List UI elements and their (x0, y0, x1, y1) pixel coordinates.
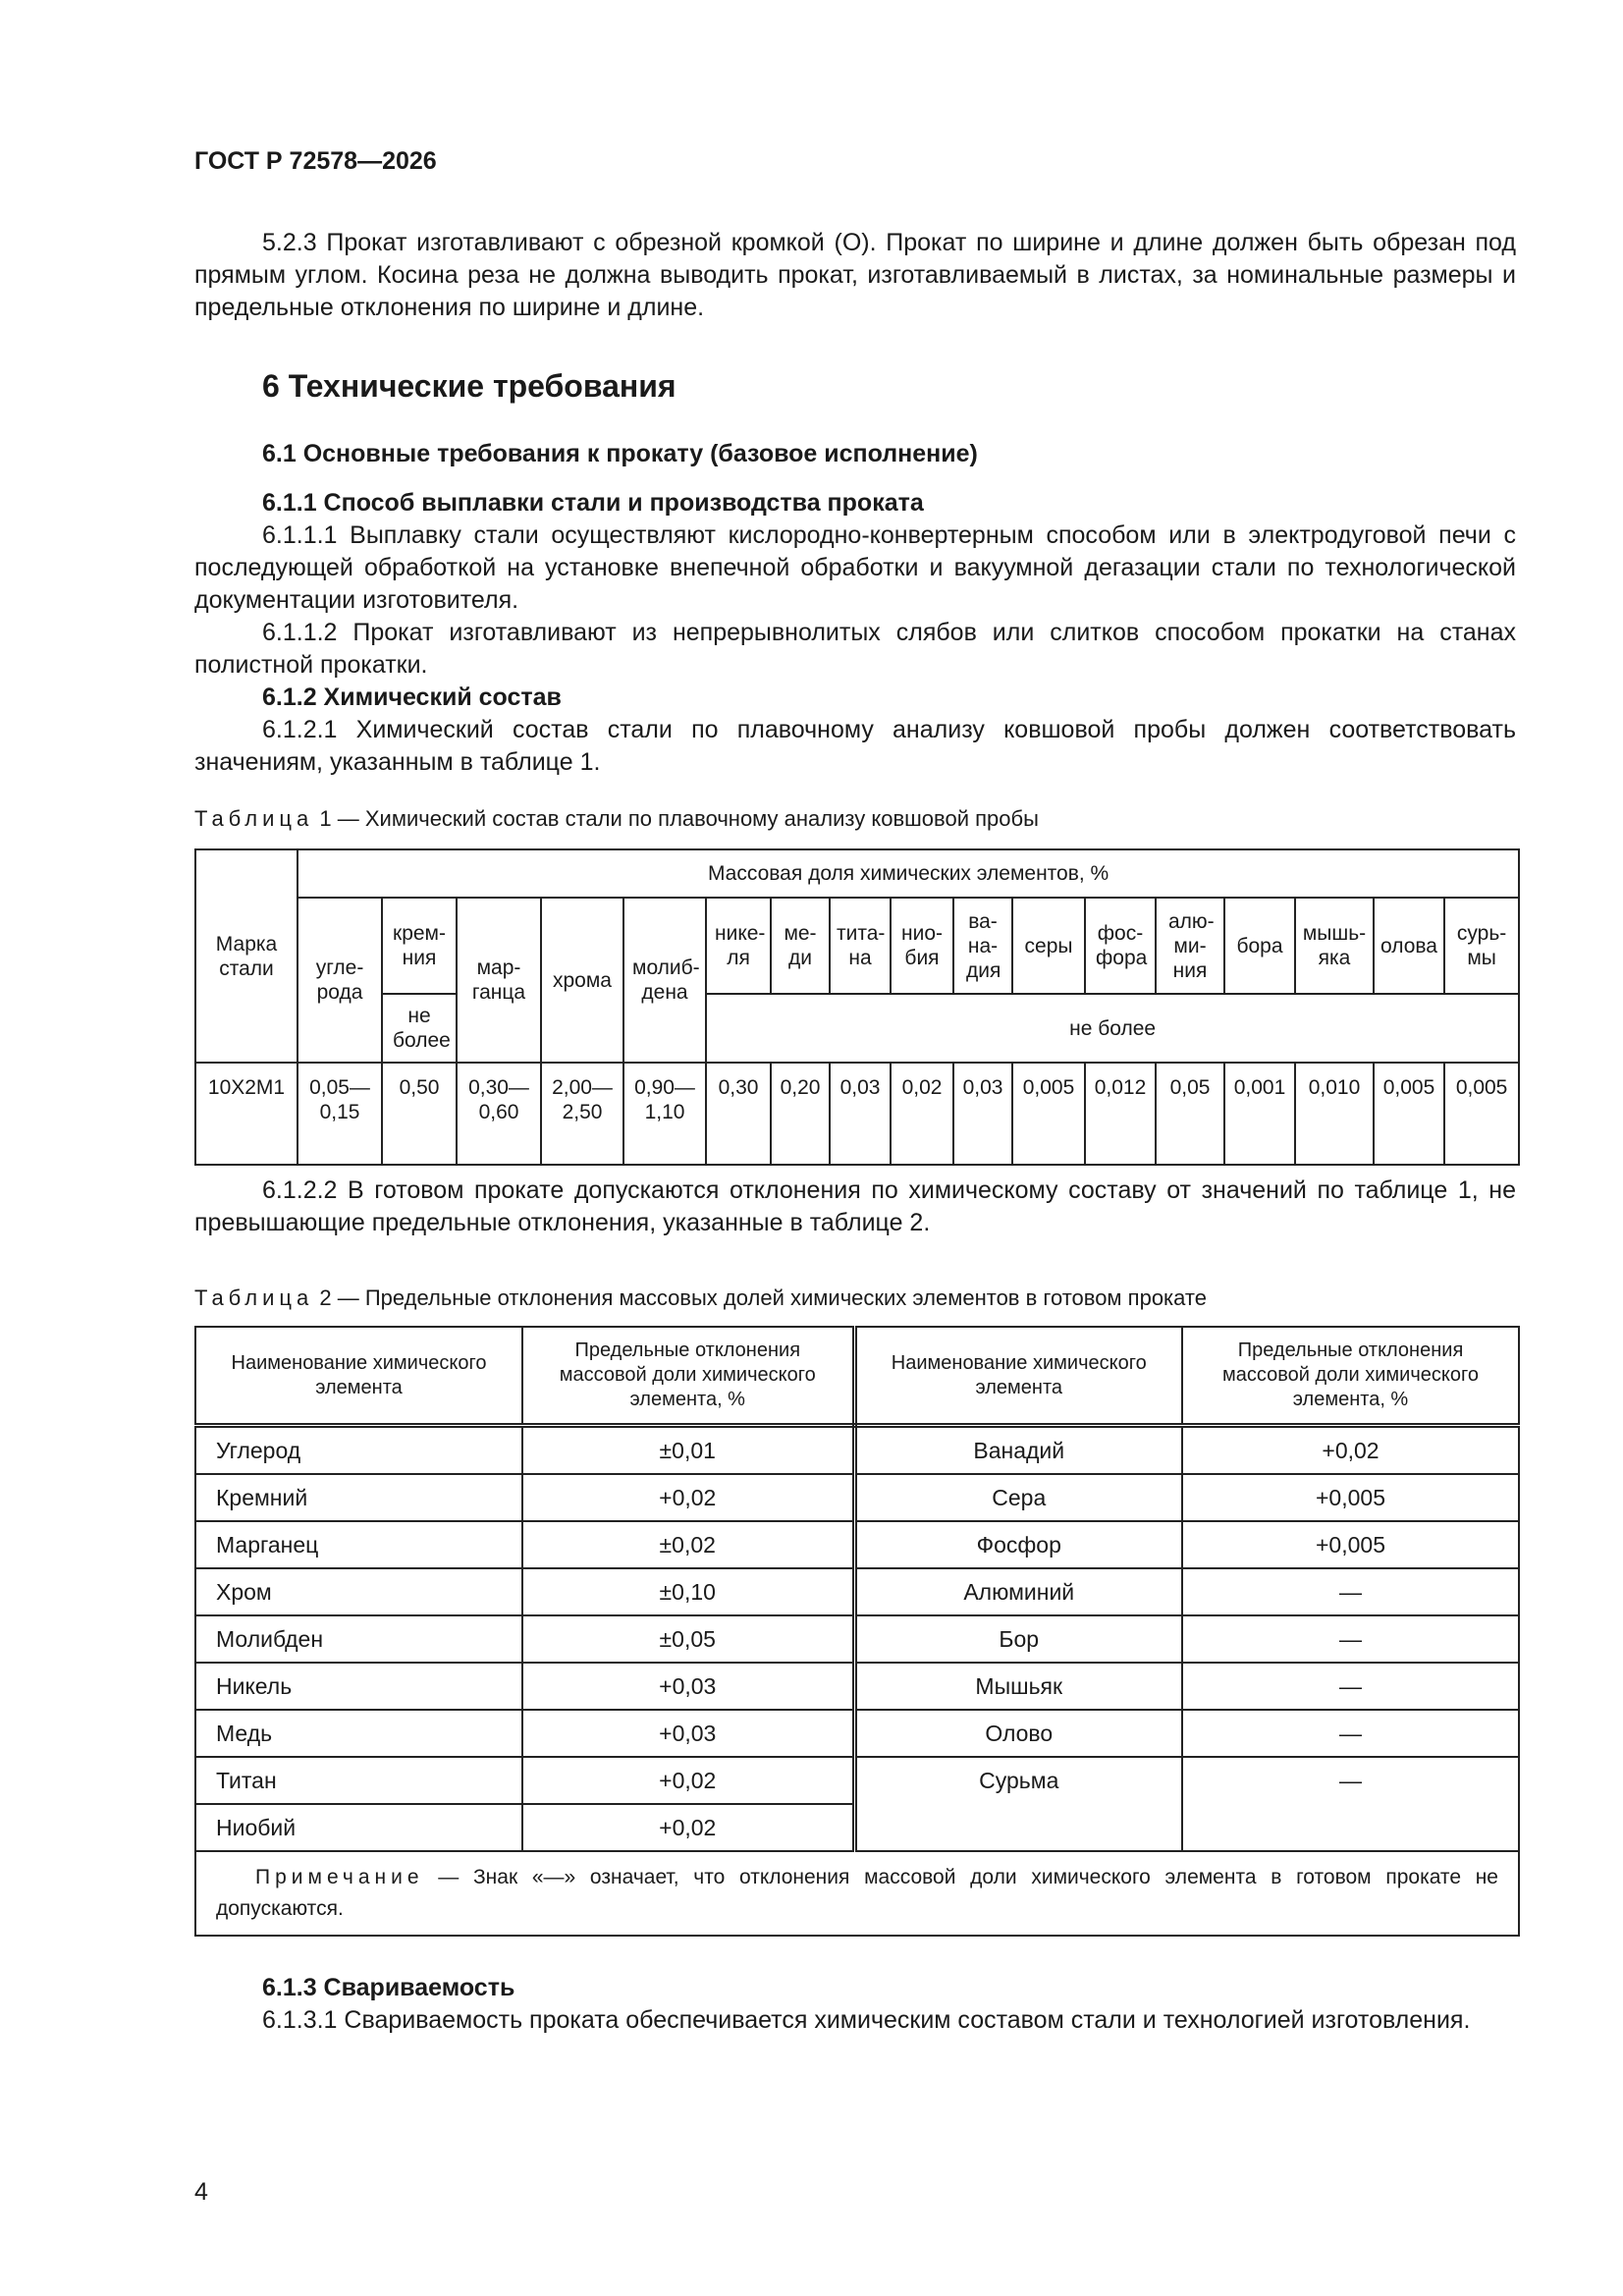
t1-header-grade: Марка стали (195, 849, 298, 1063)
section-6-heading: 6 Технические требования (262, 368, 676, 404)
table-1-caption: Таблица 1 — Химический состав стали по плавочному анализу ковшовой пробы (194, 806, 1039, 831)
t2-row (195, 1757, 1519, 1804)
t1-header-mn: мар-ганца (457, 898, 541, 1063)
t1-cell-p: 0,012 (1085, 1063, 1156, 1165)
t2-header-name-right: Наименование химического элемента (854, 1327, 1182, 1426)
t2-cell-deviation: +0,03 (522, 1710, 854, 1757)
t1-header-p: фос-фора (1085, 898, 1156, 994)
t1-header-cu: ме-ди (771, 898, 830, 994)
t2-cell-element-name: Никель (195, 1663, 522, 1710)
t2-row (195, 1426, 1519, 1475)
t2-cell-deviation: ±0,02 (522, 1521, 854, 1568)
t1-header-sn: олова (1374, 898, 1444, 994)
t1-cell-al: 0,05 (1156, 1063, 1224, 1165)
t1-cell-mn: 0,30— 0,60 (457, 1063, 541, 1165)
t1-cell-b: 0,001 (1224, 1063, 1295, 1165)
t1-header-si: крем-ния (382, 898, 457, 994)
t2-cell-deviation: — (1182, 1757, 1519, 1851)
t1-header-si-nomore: не более (382, 994, 457, 1063)
t2-cell-element-name: Сера (854, 1474, 1182, 1521)
section-6-1-heading: 6.1 Основные требования к прокату (базовое исполнение) (262, 440, 978, 467)
t2-cell-element-name: Хром (195, 1568, 522, 1615)
paragraph-6-1-1-1: 6.1.1.1 Выплавку стали осуществляют кислородно-конвертерным способом или в электродуговой печи с последующей обработкой на установке внепечной обработки и вакуумной дегазации стали по технологической документации изготовителя. (194, 521, 1516, 614)
t1-cell-sb: 0,005 (1444, 1063, 1519, 1165)
t2-cell-deviation: +0,005 (1182, 1521, 1519, 1568)
t2-cell-element-name: Фосфор (854, 1521, 1182, 1568)
t2-cell-deviation: ±0,01 (522, 1426, 854, 1475)
t2-note: Примечание — Знак «—» означает, что отклонения массовой доли химического элемента в готовом прокате не допускаются. (195, 1851, 1519, 1936)
t1-header-nomore: не более (706, 994, 1519, 1063)
t2-cell-element-name: Кремний (195, 1474, 522, 1521)
t2-header-dev-right: Предельные отклонения массовой доли химического элемента, % (1182, 1327, 1519, 1426)
t1-cell-as: 0,010 (1295, 1063, 1374, 1165)
t1-cell-v: 0,03 (953, 1063, 1012, 1165)
t2-cell-deviation: +0,02 (522, 1474, 854, 1521)
t2-cell-deviation: +0,005 (1182, 1474, 1519, 1521)
paragraph-6-1-3-1: 6.1.3.1 Свариваемость проката обеспечивается химическим составом стали и технологией изготовления. (262, 2006, 1471, 2034)
t2-cell-deviation: — (1182, 1615, 1519, 1663)
t2-row (195, 1615, 1519, 1663)
t1-header-ni: нике-ля (706, 898, 771, 994)
t2-header-dev-left: Предельные отклонения массовой доли химического элемента, % (522, 1327, 854, 1426)
t2-cell-deviation: ±0,10 (522, 1568, 854, 1615)
t2-header-name-left: Наименование химического элемента (195, 1327, 522, 1426)
t1-cell-cr: 2,00— 2,50 (541, 1063, 623, 1165)
t1-header-v: ва-на-дия (953, 898, 1012, 994)
t1-header-ti: тита-на (830, 898, 891, 994)
t1-cell-ti: 0,03 (830, 1063, 891, 1165)
t2-row (195, 1521, 1519, 1568)
t1-cell-ni: 0,30 (706, 1063, 771, 1165)
paragraph-5-2-3: 5.2.3 Прокат изготавливают с обрезной кромкой (О). Прокат по ширине и длине должен быть обрезан под прямым углом. Косина реза не должна выводить прокат, изготавливаемый в листах, за номинальные размеры и предельные отклонения по ширине и длине. (194, 229, 1516, 321)
t2-cell-element-name: Молибден (195, 1615, 522, 1663)
t2-cell-element-name: Ниобий (195, 1804, 522, 1851)
t2-cell-deviation: +0,02 (1182, 1426, 1519, 1475)
t1-cell-si: 0,50 (382, 1063, 457, 1165)
paragraph-6-1-1-2: 6.1.1.2 Прокат изготавливают из непрерывнолитых слябов или слитков способом прокатки на станах полистной прокатки. (194, 619, 1516, 679)
t1-header-mo: молиб-дена (623, 898, 706, 1063)
t1-cell-s: 0,005 (1012, 1063, 1085, 1165)
t2-cell-element-name: Мышьяк (854, 1663, 1182, 1710)
t2-cell-deviation: — (1182, 1568, 1519, 1615)
t1-header-sb: сурь-мы (1444, 898, 1519, 994)
t2-cell-element-name: Углерод (195, 1426, 522, 1475)
t1-cell-nb: 0,02 (891, 1063, 953, 1165)
t1-cell-c: 0,05— 0,15 (298, 1063, 382, 1165)
t2-row (195, 1568, 1519, 1615)
t2-cell-element-name: Сурьма (854, 1757, 1182, 1851)
t2-cell-deviation: ±0,05 (522, 1615, 854, 1663)
t1-header-c: угле-рода (298, 898, 382, 1063)
table-2-caption: Таблица 2 — Предельные отклонения массовых долей химических элементов в готовом прокате (194, 1285, 1207, 1310)
t1-header-as: мышь-яка (1295, 898, 1374, 994)
t1-header-s: серы (1012, 898, 1085, 994)
table-2 (194, 1326, 1520, 1937)
t1-cell-mo: 0,90— 1,10 (623, 1063, 706, 1165)
t2-row (195, 1710, 1519, 1757)
t1-header-mass-fraction: Массовая доля химических элементов, % (298, 849, 1519, 898)
t2-row (195, 1663, 1519, 1710)
t2-cell-deviation: — (1182, 1663, 1519, 1710)
t2-cell-element-name: Алюминий (854, 1568, 1182, 1615)
t2-cell-deviation: +0,02 (522, 1804, 854, 1851)
section-6-1-3-heading: 6.1.3 Свариваемость (262, 1974, 515, 2001)
t2-cell-element-name: Ванадий (854, 1426, 1182, 1475)
t1-cell-cu: 0,20 (771, 1063, 830, 1165)
t2-cell-element-name: Медь (195, 1710, 522, 1757)
paragraph-6-1-2-2: 6.1.2.2 В готовом прокате допускаются отклонения по химическому составу от значений по таблице 1, не превышающие предельные отклонения, указанные в таблице 2. (194, 1176, 1516, 1236)
section-6-1-1-heading: 6.1.1 Способ выплавки стали и производства проката (262, 489, 924, 517)
t1-header-b: бора (1224, 898, 1295, 994)
t2-cell-element-name: Марганец (195, 1521, 522, 1568)
t1-header-al: алю-ми-ния (1156, 898, 1224, 994)
t1-cell-grade: 10Х2М1 (195, 1063, 298, 1165)
paragraph-6-1-2-1: 6.1.2.1 Химический состав стали по плавочному анализу ковшовой пробы должен соответствовать значениям, указанным в таблице 1. (194, 716, 1516, 776)
t1-header-cr: хрома (541, 898, 623, 1063)
table-1 (194, 848, 1520, 1166)
t1-cell-sn: 0,005 (1374, 1063, 1444, 1165)
t2-row (195, 1474, 1519, 1521)
t2-cell-element-name: Титан (195, 1757, 522, 1804)
document-header: ГОСТ Р 72578—2026 (194, 147, 437, 175)
t2-cell-deviation: — (1182, 1710, 1519, 1757)
t2-cell-deviation: +0,02 (522, 1757, 854, 1804)
t2-cell-element-name: Олово (854, 1710, 1182, 1757)
t2-cell-deviation: +0,03 (522, 1663, 854, 1710)
section-6-1-2-heading: 6.1.2 Химический состав (262, 683, 562, 711)
t2-cell-element-name: Бор (854, 1615, 1182, 1663)
t1-header-nb: нио-бия (891, 898, 953, 994)
page-number: 4 (194, 2178, 208, 2206)
